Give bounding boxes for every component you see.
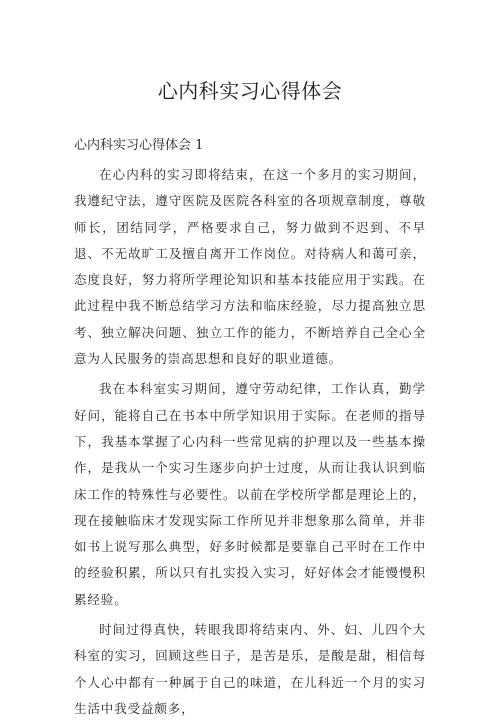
- document-body: [74, 162, 426, 722]
- document-title: 心内科实习心得体会: [157, 79, 343, 103]
- body-paragraph-1: 在心内科的实习即将结束，在这一个多月的实习期间，我遵纪守法，遵守医院及医院各科室的各项规章制度，尊敬师长，团结同学，严格要求自己，努力做到不迟到、不早退、不无故旷工及擅自离开工作岗位。对待病人和蔼可亲，态度良好，努力将所学理论知识和基本技能应用于实践。在此过程中我不断总结学习方法和临床经验，尽力提高独立思考、独立解决问题、独立工作的能力，不断培养自己全心全意为人民服务的崇高思想和良好的职业道德。: [74, 167, 426, 367]
- body-paragraph-2: 我在本科室实习期间，遵守劳动纪律，工作认真，勤学好问，能将自己在书本中所学知识用于实际。在老师的指导下，我基本掌握了心内科一些常见病的护理以及一些基本操作，是我从一个实习生逐步向护士过度，从而让我认识到临床工作的特殊性与必要性。以前在学校所学都是理论上的，现在接触临床才发现实际工作所见并非想象那么简单，并非如书上说写那么典型，好多时候都是要靠自己平时在工作中的经验积累，所以只有扎实投入实习，好好体会才能慢慢积累经验。: [74, 381, 426, 607]
- body-paragraph-3: 时间过得真快，转眼我即将结束内、外、妇、儿四个大科室的实习，回顾这些日子，是苦是乐，是酸是甜，相信每个人心中都有一种属于自己的味道，在儿科近一个月的实习生活中我受益颇多，: [74, 622, 426, 716]
- section-heading: 心内科实习心得体会 1: [74, 138, 204, 153]
